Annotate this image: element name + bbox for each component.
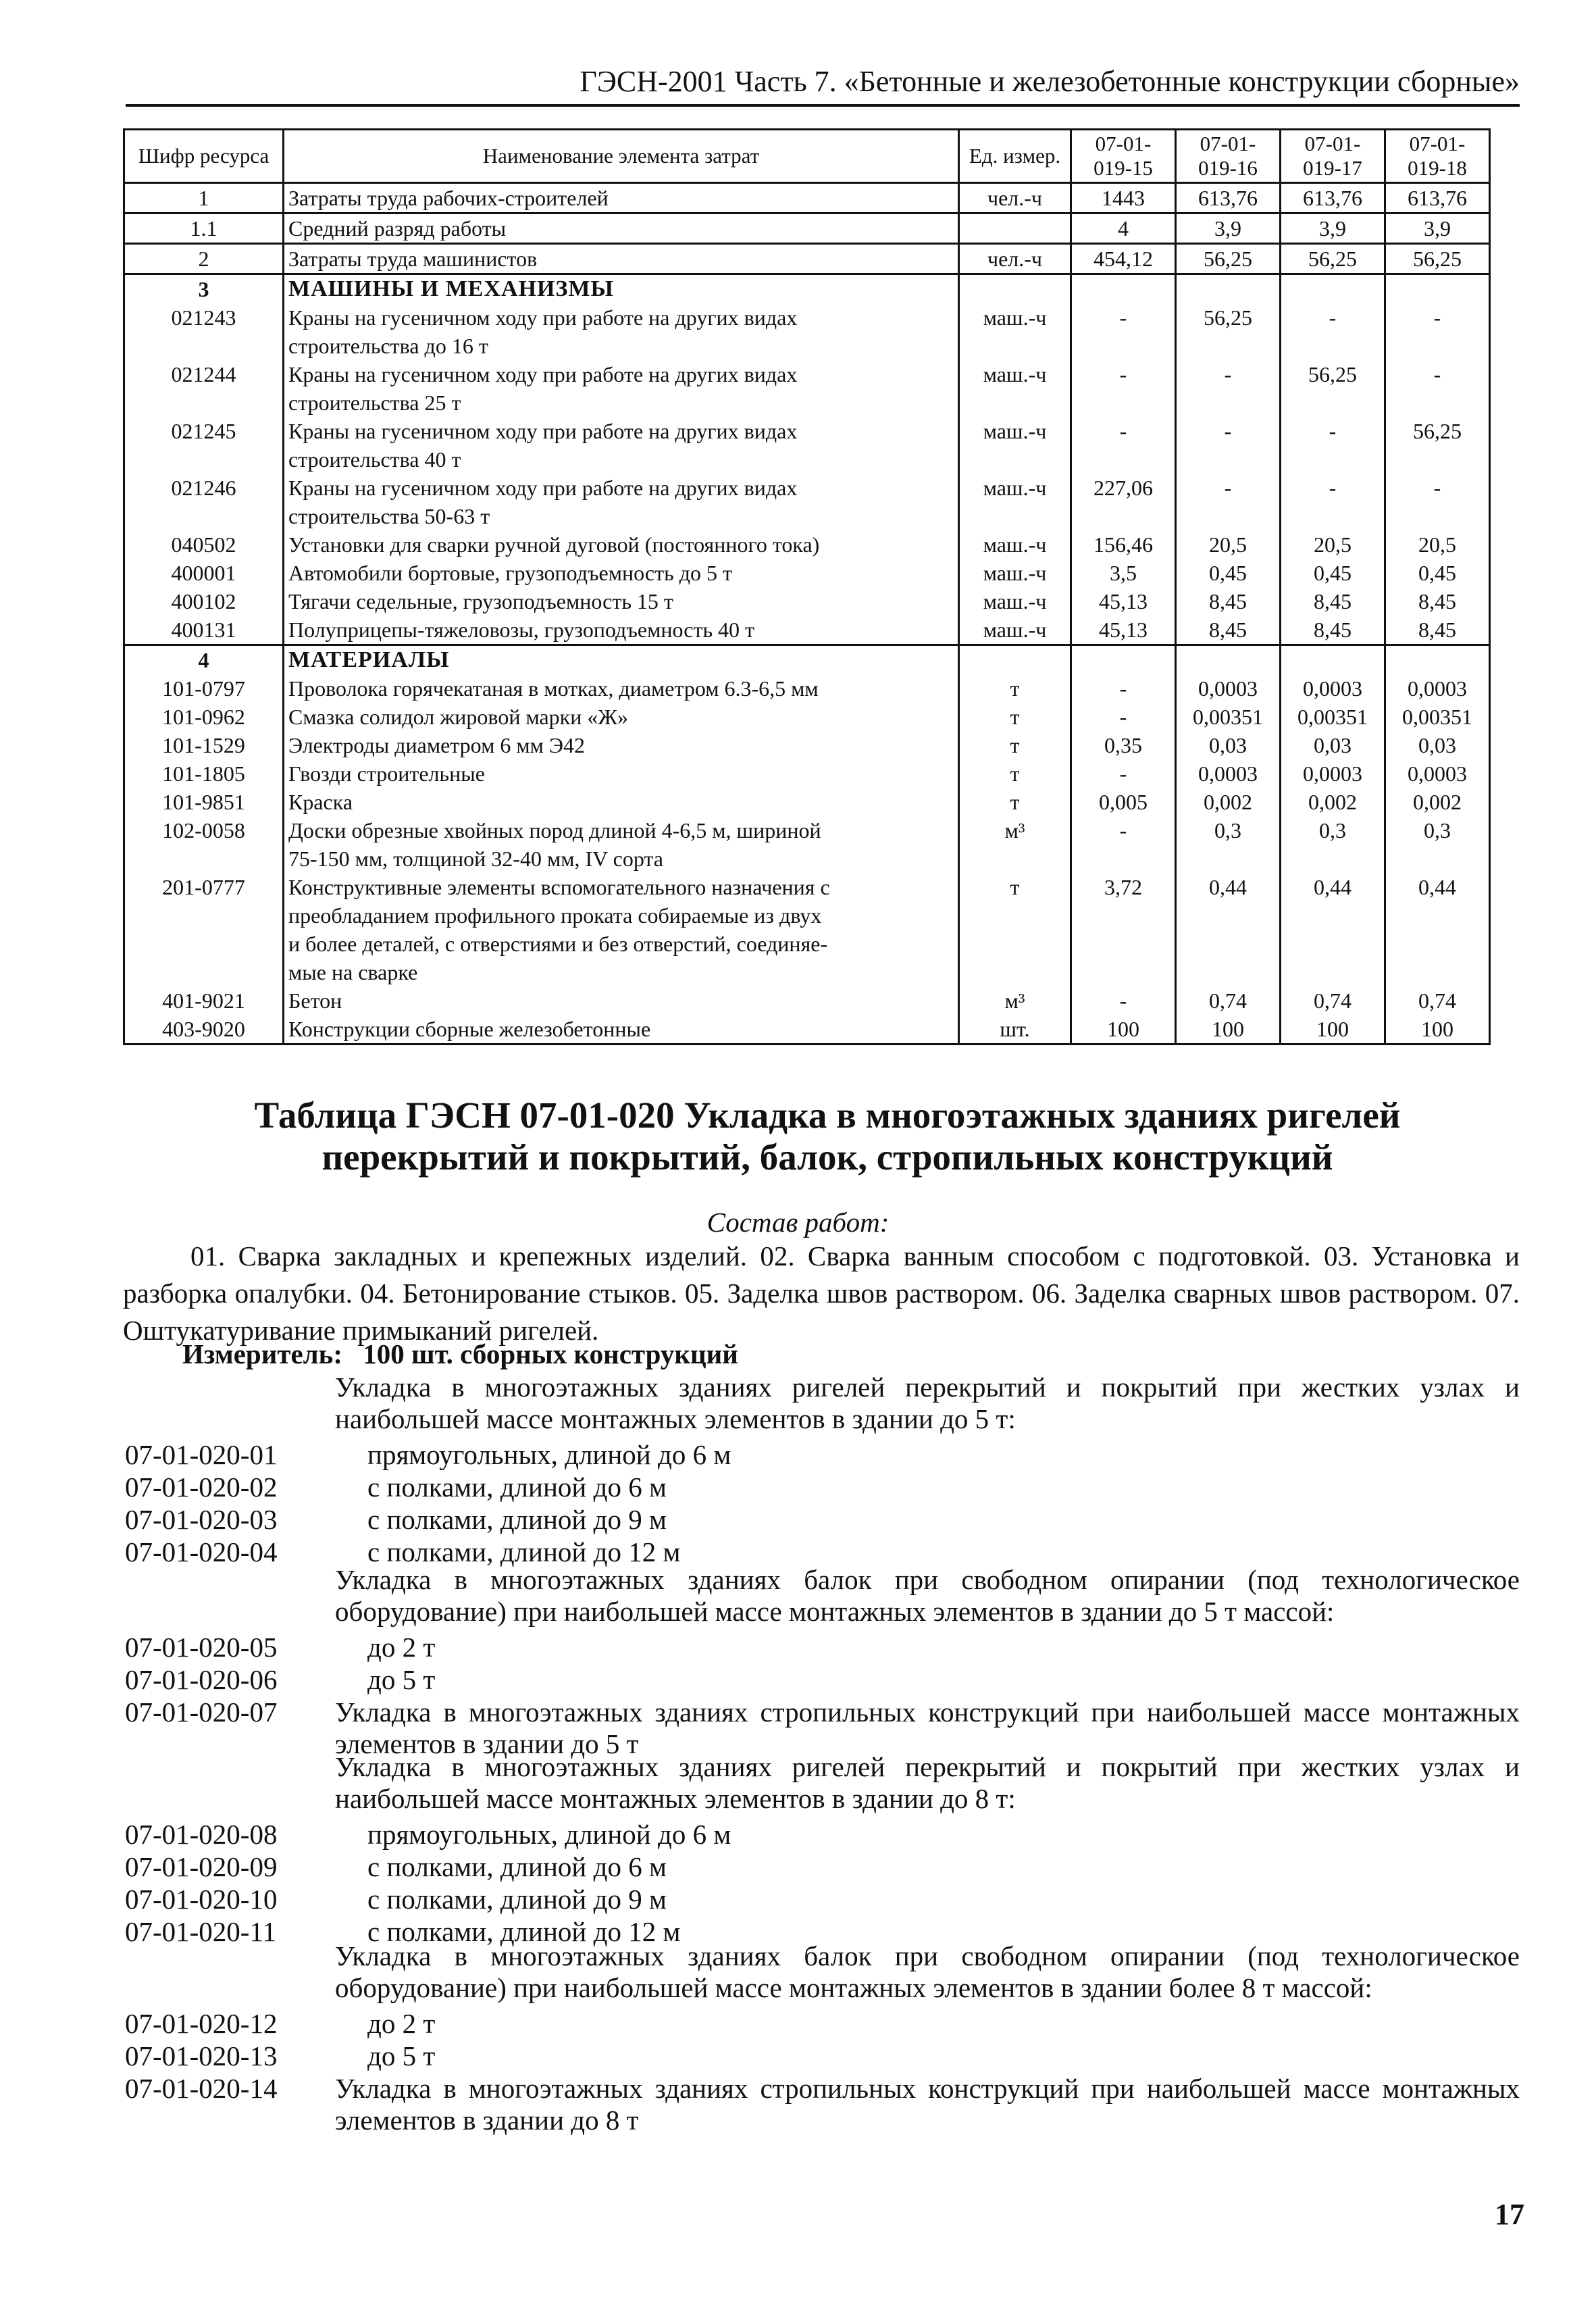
- cell-name: Краны на гусеничном ходу при работе на других видах: [284, 417, 959, 445]
- cell-value: 0,00351: [1176, 703, 1281, 731]
- cell-value: [1385, 645, 1490, 675]
- cell-value: -: [1385, 303, 1490, 332]
- cell-code: 021243: [124, 303, 284, 332]
- cell-code: 401-9021: [124, 986, 284, 1015]
- cell-value: [1281, 930, 1385, 958]
- table-row: [124, 873, 1490, 901]
- cell-name: Краны на гусеничном ходу при работе на других видах: [284, 360, 959, 388]
- meter-label: Измеритель:: [182, 1338, 343, 1369]
- table-row: [124, 530, 1490, 559]
- cell-name: мые на сварке: [284, 958, 959, 986]
- cell-value: 0,0003: [1176, 759, 1281, 788]
- cell-value: 0,35: [1071, 731, 1176, 759]
- cell-code: [124, 958, 284, 986]
- cell-value: [1071, 332, 1176, 360]
- cell-code: 021245: [124, 417, 284, 445]
- cell-value: [1176, 502, 1281, 530]
- cell-value: 3,5: [1071, 559, 1176, 587]
- cell-code: 101-0962: [124, 703, 284, 731]
- cell-value: [1281, 445, 1385, 474]
- page-header: ГЭСН-2001 Часть 7. «Бетонные и железобетонные конструкции сборные»: [126, 62, 1520, 107]
- cell-value: 0,002: [1385, 788, 1490, 816]
- cell-name: Бетон: [284, 986, 959, 1015]
- cell-value: 0,44: [1281, 873, 1385, 901]
- cell-value: [1281, 274, 1385, 304]
- cell-name: Конструктивные элементы вспомогательного назначения с: [284, 873, 959, 901]
- cell-value: 8,45: [1281, 587, 1385, 615]
- cell-value: [1281, 502, 1385, 530]
- meter-value: 100 шт. сборных конструкций: [363, 1338, 738, 1369]
- cell-value: [1385, 845, 1490, 873]
- table-row: [124, 244, 1490, 274]
- cell-value: -: [1385, 360, 1490, 388]
- cell-name: МАШИНЫ И МЕХАНИЗМЫ: [284, 274, 959, 304]
- table-row: [124, 474, 1490, 502]
- cell-value: -: [1176, 474, 1281, 502]
- cell-value: 0,74: [1385, 986, 1490, 1015]
- cell-value: 20,5: [1385, 530, 1490, 559]
- cell-value: -: [1071, 303, 1176, 332]
- cell-value: [1071, 901, 1176, 930]
- cell-value: [1071, 502, 1176, 530]
- entry-text: до 2 т: [367, 1632, 436, 1663]
- cell-code: [124, 388, 284, 417]
- cell-value: 8,45: [1176, 587, 1281, 615]
- cell-unit: маш.-ч: [959, 474, 1071, 502]
- cell-value: 20,5: [1281, 530, 1385, 559]
- cell-value: 613,76: [1176, 183, 1281, 213]
- table-row: [124, 703, 1490, 731]
- cell-value: 100: [1176, 1015, 1281, 1045]
- cell-value: 45,13: [1071, 615, 1176, 645]
- cell-name: Полуприцепы-тяжеловозы, грузоподъемность 40 т: [284, 615, 959, 645]
- table-row: [124, 788, 1490, 816]
- cell-value: 56,25: [1281, 360, 1385, 388]
- entry-code: 07-01-020-08: [125, 1819, 278, 1850]
- table-row: [124, 445, 1490, 474]
- entry-code: 07-01-020-09: [125, 1851, 278, 1882]
- cell-value: 0,45: [1281, 559, 1385, 587]
- cell-value: 0,3: [1281, 816, 1385, 845]
- cell-unit: т: [959, 731, 1071, 759]
- meter: [182, 1338, 738, 1370]
- cell-name: преобладанием профильного проката собираемые из двух: [284, 901, 959, 930]
- cell-name: Доски обрезные хвойных пород длиной 4-6,5 м, шириной: [284, 816, 959, 845]
- cell-value: -: [1071, 360, 1176, 388]
- group-description-3: Укладка в многоэтажных зданиях ригелей перекрытий и покрытий при жестких узлах и наибольшей массе монтажных элементов в здании до 8 т:: [335, 1751, 1520, 1814]
- cell-value: 0,002: [1281, 788, 1385, 816]
- table-row: [124, 674, 1490, 703]
- entry-code: 07-01-020-12: [125, 2008, 278, 2039]
- table-body: [124, 183, 1490, 1045]
- cell-value: 3,9: [1281, 213, 1385, 244]
- cell-unit: маш.-ч: [959, 615, 1071, 645]
- composition-title: Состав работ:: [706, 1207, 890, 1238]
- table-row: [124, 759, 1490, 788]
- cell-value: 0,002: [1176, 788, 1281, 816]
- cell-name: МАТЕРИАЛЫ: [284, 645, 959, 675]
- entry-code: 07-01-020-14: [125, 2073, 278, 2104]
- cell-value: 8,45: [1385, 587, 1490, 615]
- cell-code: 021246: [124, 474, 284, 502]
- cell-code: 2: [124, 244, 284, 274]
- cell-code: 400001: [124, 559, 284, 587]
- cell-value: [1281, 845, 1385, 873]
- cell-code: 400102: [124, 587, 284, 615]
- table-row: [124, 845, 1490, 873]
- cell-code: 101-1529: [124, 731, 284, 759]
- cell-value: 0,45: [1176, 559, 1281, 587]
- entry-code: 07-01-020-13: [125, 2040, 278, 2071]
- cell-value: 0,03: [1281, 731, 1385, 759]
- cell-value: 8,45: [1176, 615, 1281, 645]
- cell-unit: [959, 445, 1071, 474]
- cell-code: [124, 901, 284, 930]
- cell-value: 0,3: [1385, 816, 1490, 845]
- table-row: [124, 901, 1490, 930]
- cell-value: -: [1071, 759, 1176, 788]
- cell-value: -: [1071, 674, 1176, 703]
- cell-value: 0,0003: [1385, 759, 1490, 788]
- cell-name: Конструкции сборные железобетонные: [284, 1015, 959, 1045]
- cell-name: Смазка солидол жировой марки «Ж»: [284, 703, 959, 731]
- cell-unit: маш.-ч: [959, 587, 1071, 615]
- entry-code: 07-01-020-02: [125, 1472, 278, 1503]
- cell-value: 1443: [1071, 183, 1176, 213]
- cell-value: 0,44: [1385, 873, 1490, 901]
- entry-code: 07-01-020-10: [125, 1884, 278, 1915]
- cell-code: 400131: [124, 615, 284, 645]
- cell-value: 4: [1071, 213, 1176, 244]
- cell-value: -: [1071, 417, 1176, 445]
- cell-unit: [959, 930, 1071, 958]
- cell-value: [1071, 845, 1176, 873]
- cell-value: -: [1176, 417, 1281, 445]
- cell-unit: [959, 332, 1071, 360]
- cell-value: [1385, 388, 1490, 417]
- table-row: [124, 1015, 1490, 1045]
- cell-code: 1: [124, 183, 284, 213]
- cell-value: [1385, 274, 1490, 304]
- table-row: [124, 502, 1490, 530]
- entry-text: с полками, длиной до 6 м: [367, 1472, 667, 1503]
- cell-code: 403-9020: [124, 1015, 284, 1045]
- entry-text: до 2 т: [367, 2008, 436, 2039]
- col-header-019-17: 07-01- 019-17: [1281, 130, 1385, 183]
- cell-value: -: [1071, 816, 1176, 845]
- cell-name: строительства 25 т: [284, 388, 959, 417]
- cell-value: -: [1071, 986, 1176, 1015]
- entry-code: 07-01-020-11: [125, 1916, 276, 1947]
- cell-name: Установки для сварки ручной дуговой (постоянного тока): [284, 530, 959, 559]
- cell-unit: м³: [959, 816, 1071, 845]
- cell-value: 0,0003: [1176, 674, 1281, 703]
- cell-value: 227,06: [1071, 474, 1176, 502]
- cell-code: 3: [124, 274, 284, 304]
- cell-value: [1281, 958, 1385, 986]
- table-row: [124, 213, 1490, 244]
- table-row: [124, 958, 1490, 986]
- cell-name: 75-150 мм, толщиной 32-40 мм, IV сорта: [284, 845, 959, 873]
- entry-code: 07-01-020-06: [125, 1664, 278, 1695]
- cell-name: Краны на гусеничном ходу при работе на других видах: [284, 474, 959, 502]
- cell-value: [1071, 388, 1176, 417]
- cell-value: [1281, 901, 1385, 930]
- cell-value: [1385, 901, 1490, 930]
- cell-value: -: [1281, 417, 1385, 445]
- cell-name: Электроды диаметром 6 мм Э42: [284, 731, 959, 759]
- cell-value: [1176, 388, 1281, 417]
- entry-code: 07-01-020-07: [125, 1696, 278, 1728]
- cell-value: [1385, 958, 1490, 986]
- cell-value: 0,74: [1176, 986, 1281, 1015]
- cell-unit: [959, 274, 1071, 304]
- table-row: [124, 615, 1490, 645]
- cell-value: 8,45: [1281, 615, 1385, 645]
- cell-value: 20,5: [1176, 530, 1281, 559]
- cell-code: 021244: [124, 360, 284, 388]
- cell-unit: [959, 213, 1071, 244]
- cell-name: строительства 50-63 т: [284, 502, 959, 530]
- entry-text: до 5 т: [367, 1664, 436, 1695]
- cell-value: 0,74: [1281, 986, 1385, 1015]
- table-row: [124, 816, 1490, 845]
- cell-code: [124, 845, 284, 873]
- table-row: [124, 360, 1490, 388]
- cell-value: [1385, 502, 1490, 530]
- cell-value: 3,9: [1176, 213, 1281, 244]
- entry-text: с полками, длиной до 9 м: [367, 1504, 667, 1535]
- composition-text: 01. Сварка закладных и крепежных изделий. 02. Сварка ванным способом с подготовкой. 03. Установка и разборка опалубки. 04. Бетонирование стыков. 05. Заделка швов раствором. 06. Заделка сварных швов раствором. 07. Оштукатуривание примыканий ригелей.: [123, 1240, 1520, 1346]
- cell-value: [1176, 645, 1281, 675]
- cell-code: 4: [124, 645, 284, 675]
- cell-value: -: [1385, 474, 1490, 502]
- cell-value: [1281, 645, 1385, 675]
- table-row: [124, 645, 1490, 675]
- cell-value: 0,3: [1176, 816, 1281, 845]
- cell-name: строительства 40 т: [284, 445, 959, 474]
- cell-value: [1071, 274, 1176, 304]
- entry-text: с полками, длиной до 6 м: [367, 1851, 667, 1882]
- cell-unit: чел.-ч: [959, 183, 1071, 213]
- entry-text: с полками, длиной до 12 м: [367, 1916, 681, 1947]
- cell-name: Средний разряд работы: [284, 213, 959, 244]
- col-header-019-16: 07-01- 019-16: [1176, 130, 1281, 183]
- cell-value: 56,25: [1176, 244, 1281, 274]
- entry-text: с полками, длиной до 12 м: [367, 1536, 681, 1567]
- cell-unit: [959, 845, 1071, 873]
- cell-value: 100: [1281, 1015, 1385, 1045]
- cell-code: 101-1805: [124, 759, 284, 788]
- cell-value: [1281, 332, 1385, 360]
- cell-code: [124, 332, 284, 360]
- cell-unit: т: [959, 674, 1071, 703]
- cell-code: 040502: [124, 530, 284, 559]
- cell-name: строительства до 16 т: [284, 332, 959, 360]
- cell-value: 0,03: [1176, 731, 1281, 759]
- cell-value: 0,00351: [1281, 703, 1385, 731]
- cell-name: Краны на гусеничном ходу при работе на других видах: [284, 303, 959, 332]
- cell-value: 0,0003: [1281, 674, 1385, 703]
- table-row: [124, 731, 1490, 759]
- cell-name: Тягачи седельные, грузоподъемность 15 т: [284, 587, 959, 615]
- cell-value: 56,25: [1385, 244, 1490, 274]
- cell-code: [124, 502, 284, 530]
- cell-value: 156,46: [1071, 530, 1176, 559]
- group-description-1: Укладка в многоэтажных зданиях ригелей перекрытий и покрытий при жестких узлах и наибольшей массе монтажных элементов в здании до 5 т:: [335, 1372, 1520, 1434]
- cell-unit: т: [959, 703, 1071, 731]
- cell-unit: маш.-ч: [959, 417, 1071, 445]
- entry-text: Укладка в многоэтажных зданиях стропильных конструкций при наибольшей массе монтажных элементов в здании до 5 т: [335, 1696, 1520, 1759]
- cell-value: 0,0003: [1281, 759, 1385, 788]
- cell-value: 100: [1385, 1015, 1490, 1045]
- table-row: [124, 332, 1490, 360]
- table-row: [124, 388, 1490, 417]
- cell-value: 454,12: [1071, 244, 1176, 274]
- entry-text: с полками, длиной до 9 м: [367, 1884, 667, 1915]
- section-title: Таблица ГЭСН 07-01-020 Укладка в многоэтажных зданиях ригелей перекрытий и покрытий, балок, стропильных конструкций: [254, 1095, 1401, 1178]
- cell-value: 56,25: [1385, 417, 1490, 445]
- cell-value: 0,0003: [1385, 674, 1490, 703]
- table-row: [124, 587, 1490, 615]
- entry-code: 07-01-020-04: [125, 1536, 278, 1567]
- cell-value: [1176, 930, 1281, 958]
- cell-value: 56,25: [1176, 303, 1281, 332]
- cell-code: 102-0058: [124, 816, 284, 845]
- cell-unit: [959, 901, 1071, 930]
- entry-text: до 5 т: [367, 2040, 436, 2071]
- cell-code: 101-0797: [124, 674, 284, 703]
- table-row: [124, 986, 1490, 1015]
- cell-code: 1.1: [124, 213, 284, 244]
- entry-text: прямоугольных, длиной до 6 м: [367, 1819, 731, 1850]
- cell-value: -: [1281, 474, 1385, 502]
- entry-code: 07-01-020-05: [125, 1632, 278, 1663]
- cell-unit: м³: [959, 986, 1071, 1015]
- cell-unit: [959, 388, 1071, 417]
- cell-value: 3,72: [1071, 873, 1176, 901]
- cell-value: 56,25: [1281, 244, 1385, 274]
- cell-value: [1071, 930, 1176, 958]
- cell-name: Гвозди строительные: [284, 759, 959, 788]
- cell-value: [1176, 845, 1281, 873]
- table-row: [124, 274, 1490, 304]
- table-row: [124, 417, 1490, 445]
- cell-value: 0,44: [1176, 873, 1281, 901]
- cell-name: Автомобили бортовые, грузоподъемность до 5 т: [284, 559, 959, 587]
- cell-value: [1071, 445, 1176, 474]
- cell-value: 45,13: [1071, 587, 1176, 615]
- cell-value: -: [1281, 303, 1385, 332]
- entry-text: прямоугольных, длиной до 6 м: [367, 1439, 731, 1470]
- cell-value: 613,76: [1385, 183, 1490, 213]
- entry-code: 07-01-020-01: [125, 1439, 278, 1470]
- cell-value: 613,76: [1281, 183, 1385, 213]
- col-header-name: Наименование элемента затрат: [284, 130, 959, 183]
- cell-value: [1176, 445, 1281, 474]
- cell-unit: т: [959, 759, 1071, 788]
- col-header-019-15: 07-01- 019-15: [1071, 130, 1176, 183]
- cell-name: Проволока горячекатаная в мотках, диаметром 6.3-6,5 мм: [284, 674, 959, 703]
- cell-unit: т: [959, 873, 1071, 901]
- cell-unit: шт.: [959, 1015, 1071, 1045]
- cell-value: [1176, 332, 1281, 360]
- entry-code: 07-01-020-03: [125, 1504, 278, 1535]
- cell-unit: маш.-ч: [959, 530, 1071, 559]
- cell-unit: [959, 958, 1071, 986]
- cell-code: [124, 930, 284, 958]
- col-header-unit: Ед. измер.: [959, 130, 1071, 183]
- cell-value: -: [1071, 703, 1176, 731]
- resource-table: [123, 128, 1491, 1045]
- group-description-4: Укладка в многоэтажных зданиях балок при свободном опирании (под технологическое оборудование) при наибольшей массе монтажных элементов в здании более 8 т массой:: [335, 1940, 1520, 2003]
- cell-value: [1176, 958, 1281, 986]
- table-row: [124, 930, 1490, 958]
- cell-value: [1071, 958, 1176, 986]
- cell-value: -: [1176, 360, 1281, 388]
- cell-value: [1385, 930, 1490, 958]
- cell-value: 0,45: [1385, 559, 1490, 587]
- cell-value: [1385, 332, 1490, 360]
- cell-unit: чел.-ч: [959, 244, 1071, 274]
- cell-code: [124, 445, 284, 474]
- cell-value: 0,005: [1071, 788, 1176, 816]
- page-number: 17: [1495, 2198, 1524, 2231]
- cell-code: 201-0777: [124, 873, 284, 901]
- cell-name: Затраты труда рабочих-строителей: [284, 183, 959, 213]
- cell-unit: [959, 502, 1071, 530]
- cell-unit: маш.-ч: [959, 559, 1071, 587]
- cell-name: Краска: [284, 788, 959, 816]
- table-header-row: [124, 130, 1490, 183]
- cell-name: Затраты труда машинистов: [284, 244, 959, 274]
- col-header-code: Шифр ресурса: [124, 130, 284, 183]
- cell-name: и более деталей, с отверстиями и без отверстий, соединяе-: [284, 930, 959, 958]
- cell-value: 3,9: [1385, 213, 1490, 244]
- entry-text: Укладка в многоэтажных зданиях стропильных конструкций при наибольшей массе монтажных элементов в здании до 8 т: [335, 2073, 1520, 2136]
- cell-unit: маш.-ч: [959, 360, 1071, 388]
- group-description-2: Укладка в многоэтажных зданиях балок при свободном опирании (под технологическое оборудование) при наибольшей массе монтажных элементов в здании до 5 т массой:: [335, 1564, 1520, 1627]
- cell-value: 0,00351: [1385, 703, 1490, 731]
- cell-value: 0,03: [1385, 731, 1490, 759]
- cell-unit: [959, 645, 1071, 675]
- cell-value: 100: [1071, 1015, 1176, 1045]
- cell-value: [1071, 645, 1176, 675]
- cell-value: 8,45: [1385, 615, 1490, 645]
- col-header-019-18: 07-01- 019-18: [1385, 130, 1490, 183]
- cell-code: 101-9851: [124, 788, 284, 816]
- cell-value: [1176, 901, 1281, 930]
- cell-value: [1385, 445, 1490, 474]
- table-row: [124, 559, 1490, 587]
- table-row: [124, 303, 1490, 332]
- table-row: [124, 183, 1490, 213]
- cell-value: [1176, 274, 1281, 304]
- cell-unit: маш.-ч: [959, 303, 1071, 332]
- cell-value: [1281, 388, 1385, 417]
- cell-unit: т: [959, 788, 1071, 816]
